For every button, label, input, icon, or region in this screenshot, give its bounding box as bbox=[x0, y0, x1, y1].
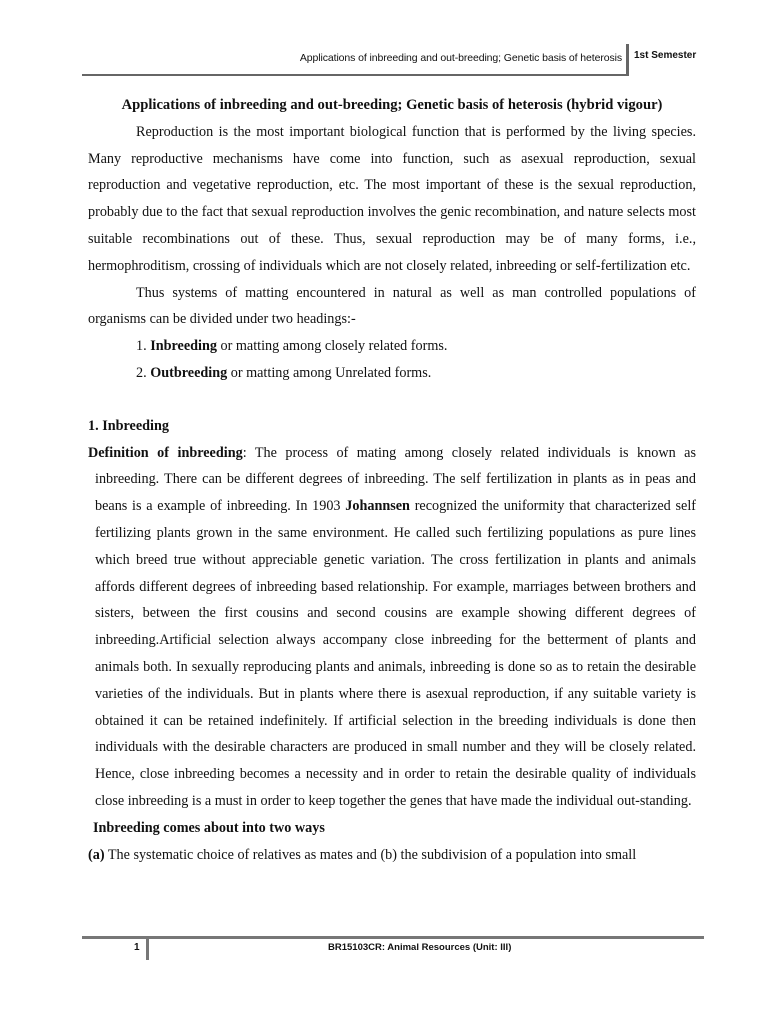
list-term: Inbreeding bbox=[150, 338, 217, 355]
ways-item bbox=[88, 842, 696, 869]
ways-heading: Inbreeding comes about into two ways bbox=[93, 819, 325, 836]
section-heading: 1. Inbreeding bbox=[88, 417, 169, 434]
document-body bbox=[88, 92, 696, 868]
list-number: 1. bbox=[136, 338, 147, 355]
definition-name: Johannsen bbox=[345, 498, 410, 515]
list-term: Outbreeding bbox=[150, 364, 228, 381]
intro-paragraph: Reproduction is the most important biological function that is performed by the living species. Many reproductive mechanisms have come into function, such as asexual reproduction, sexual reproduction and vegetative reproduction, etc. The most important of these is the sexual reproduction, probably due to the fact that sexual reproduction involves the genic recombination, and nature selects most suitable recombinations out of these. Thus, sexual reproduction may be of many forms, i.e., hermophroditism, crossing of individuals which are not closely related, inbreeding or self-fertilization etc. bbox=[88, 123, 696, 274]
list-number: 2. bbox=[136, 364, 147, 381]
systems-paragraph: Thus systems of matting encountered in natural as well as man controlled populations of organisms can be divided under two headings:- bbox=[88, 284, 696, 328]
breeding-list bbox=[88, 333, 696, 387]
definition-paragraph bbox=[88, 440, 696, 815]
definition-text-2: recognized the uniformity that characterized self fertilizing plants grown in the same environment. He called such fertilizing populations as pure lines which breed true without appreciable genetic variation. The cross fertilization in plants and animals affords different degrees of inbreeding based relationship. For example, marriages between brothers and sisters, between the first cousins and second cousins are example showing different degrees of inbreeding.Artificial selection always accompany close inbreeding for the betterment of plants and animals both. In sexually reproducing plants and animals, inbreeding is done so as to retain the desirable varieties of the individuals. But in plants where there is asexual reproduction, if any suitable variety is obtained it can be retained indefinitely. If artificial selection in the breeding individuals is done then individuals with the desirable characters are produced in small number and they will be closely related. Hence, close inbreeding becomes a necessity and in order to retain the desirable quality of individuals close inbreeding is a must in order to keep together the genes that have made the individual out-standing. bbox=[95, 498, 696, 809]
definition-label: Definition of inbreeding bbox=[88, 444, 243, 461]
header-semester: 1st Semester bbox=[634, 50, 697, 61]
header-rule bbox=[82, 74, 626, 76]
page-number: 1 bbox=[134, 942, 140, 953]
list-text: or matting among closely related forms. bbox=[220, 338, 448, 355]
list-item bbox=[136, 333, 696, 360]
header-divider bbox=[626, 44, 629, 76]
footer-divider bbox=[146, 936, 149, 960]
footer-course: BR15103CR: Animal Resources (Unit: III) bbox=[328, 942, 512, 953]
list-text: or matting among Unrelated forms. bbox=[230, 364, 432, 381]
document-title: Applications of inbreeding and out-breeding; Genetic basis of heterosis (hybrid vigour) bbox=[121, 97, 663, 113]
definition-text-1: : The process of mating among closely related individuals is known as inbreeding. There can be different degrees of inbreeding. The self fertilization in plants as in peas and beans is a example of inbreeding. In 1903 bbox=[95, 444, 696, 515]
header-title: Applications of inbreeding and out-breeding; Genetic basis of heterosis bbox=[299, 52, 622, 64]
ways-text: The systematic choice of relatives as mates and (b) the subdivision of a population into small bbox=[104, 846, 637, 863]
list-item bbox=[136, 360, 696, 387]
ways-label: (a) bbox=[88, 846, 105, 863]
page-header bbox=[82, 44, 704, 76]
page-footer bbox=[82, 936, 704, 964]
footer-rule bbox=[82, 936, 704, 939]
